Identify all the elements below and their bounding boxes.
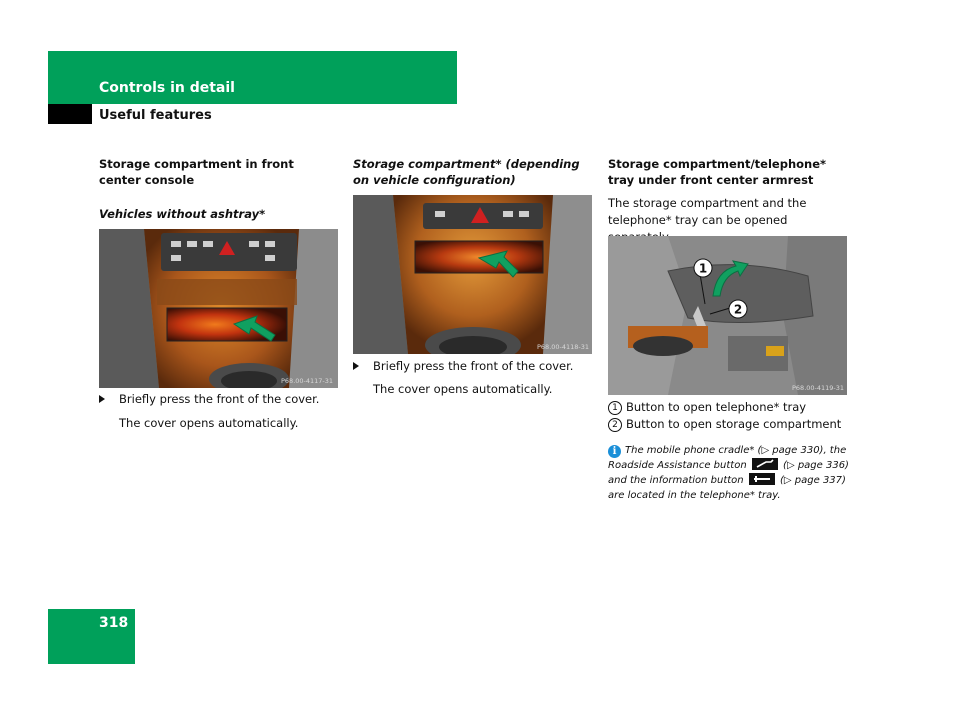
col3-intro: The storage compartment and the telephone* tray can be opened [608,196,807,227]
col3-heading: Storage compartment/telephone* tray under front center armrest [608,157,827,187]
callout-1: 1 [698,261,708,276]
col1-result: The cover opens automatically. [119,416,299,430]
info-note: i The mobile phone cradle* (▷ page 330), the Roadside Assistance button (▷ page 336) and the information button (▷ page 337) are located in the telephone* tray. [608,445,849,501]
section-tab-marker [48,104,92,124]
image-code: P68.00-4117-31 [281,377,334,385]
image-code: P68.00-4118-31 [537,343,590,351]
bullet-triangle-icon [99,395,105,403]
col1-heading: Storage compartment in front center console [99,157,294,187]
section-title: Controls in detail [99,80,235,96]
col1-subheading: Vehicles without ashtray* [99,207,266,221]
legend-item-1: 1 Button to open telephone* tray [608,399,806,416]
information-button-icon [749,473,775,485]
armrest-photo [608,236,847,395]
callout-2: 2 [733,302,743,317]
page-number: 318 [99,615,129,631]
col2-heading: Storage compartment* (depending on vehicle configuration) [353,157,580,187]
col2-result: The cover opens automatically. [373,382,553,396]
console-photo-1 [99,229,338,388]
console-photo-2 [353,195,592,354]
legend-item-2: 2 Button to open storage compartment [608,416,841,433]
bullet-triangle-icon [353,362,359,370]
legend-number: 1 [608,401,622,415]
info-icon: i [608,445,621,458]
header-bar [48,51,457,104]
legend-number: 2 [608,418,622,432]
subsection-title: Useful features [99,108,212,123]
image-code: P68.00-4119-31 [792,384,845,392]
roadside-assistance-button-icon [752,458,778,470]
